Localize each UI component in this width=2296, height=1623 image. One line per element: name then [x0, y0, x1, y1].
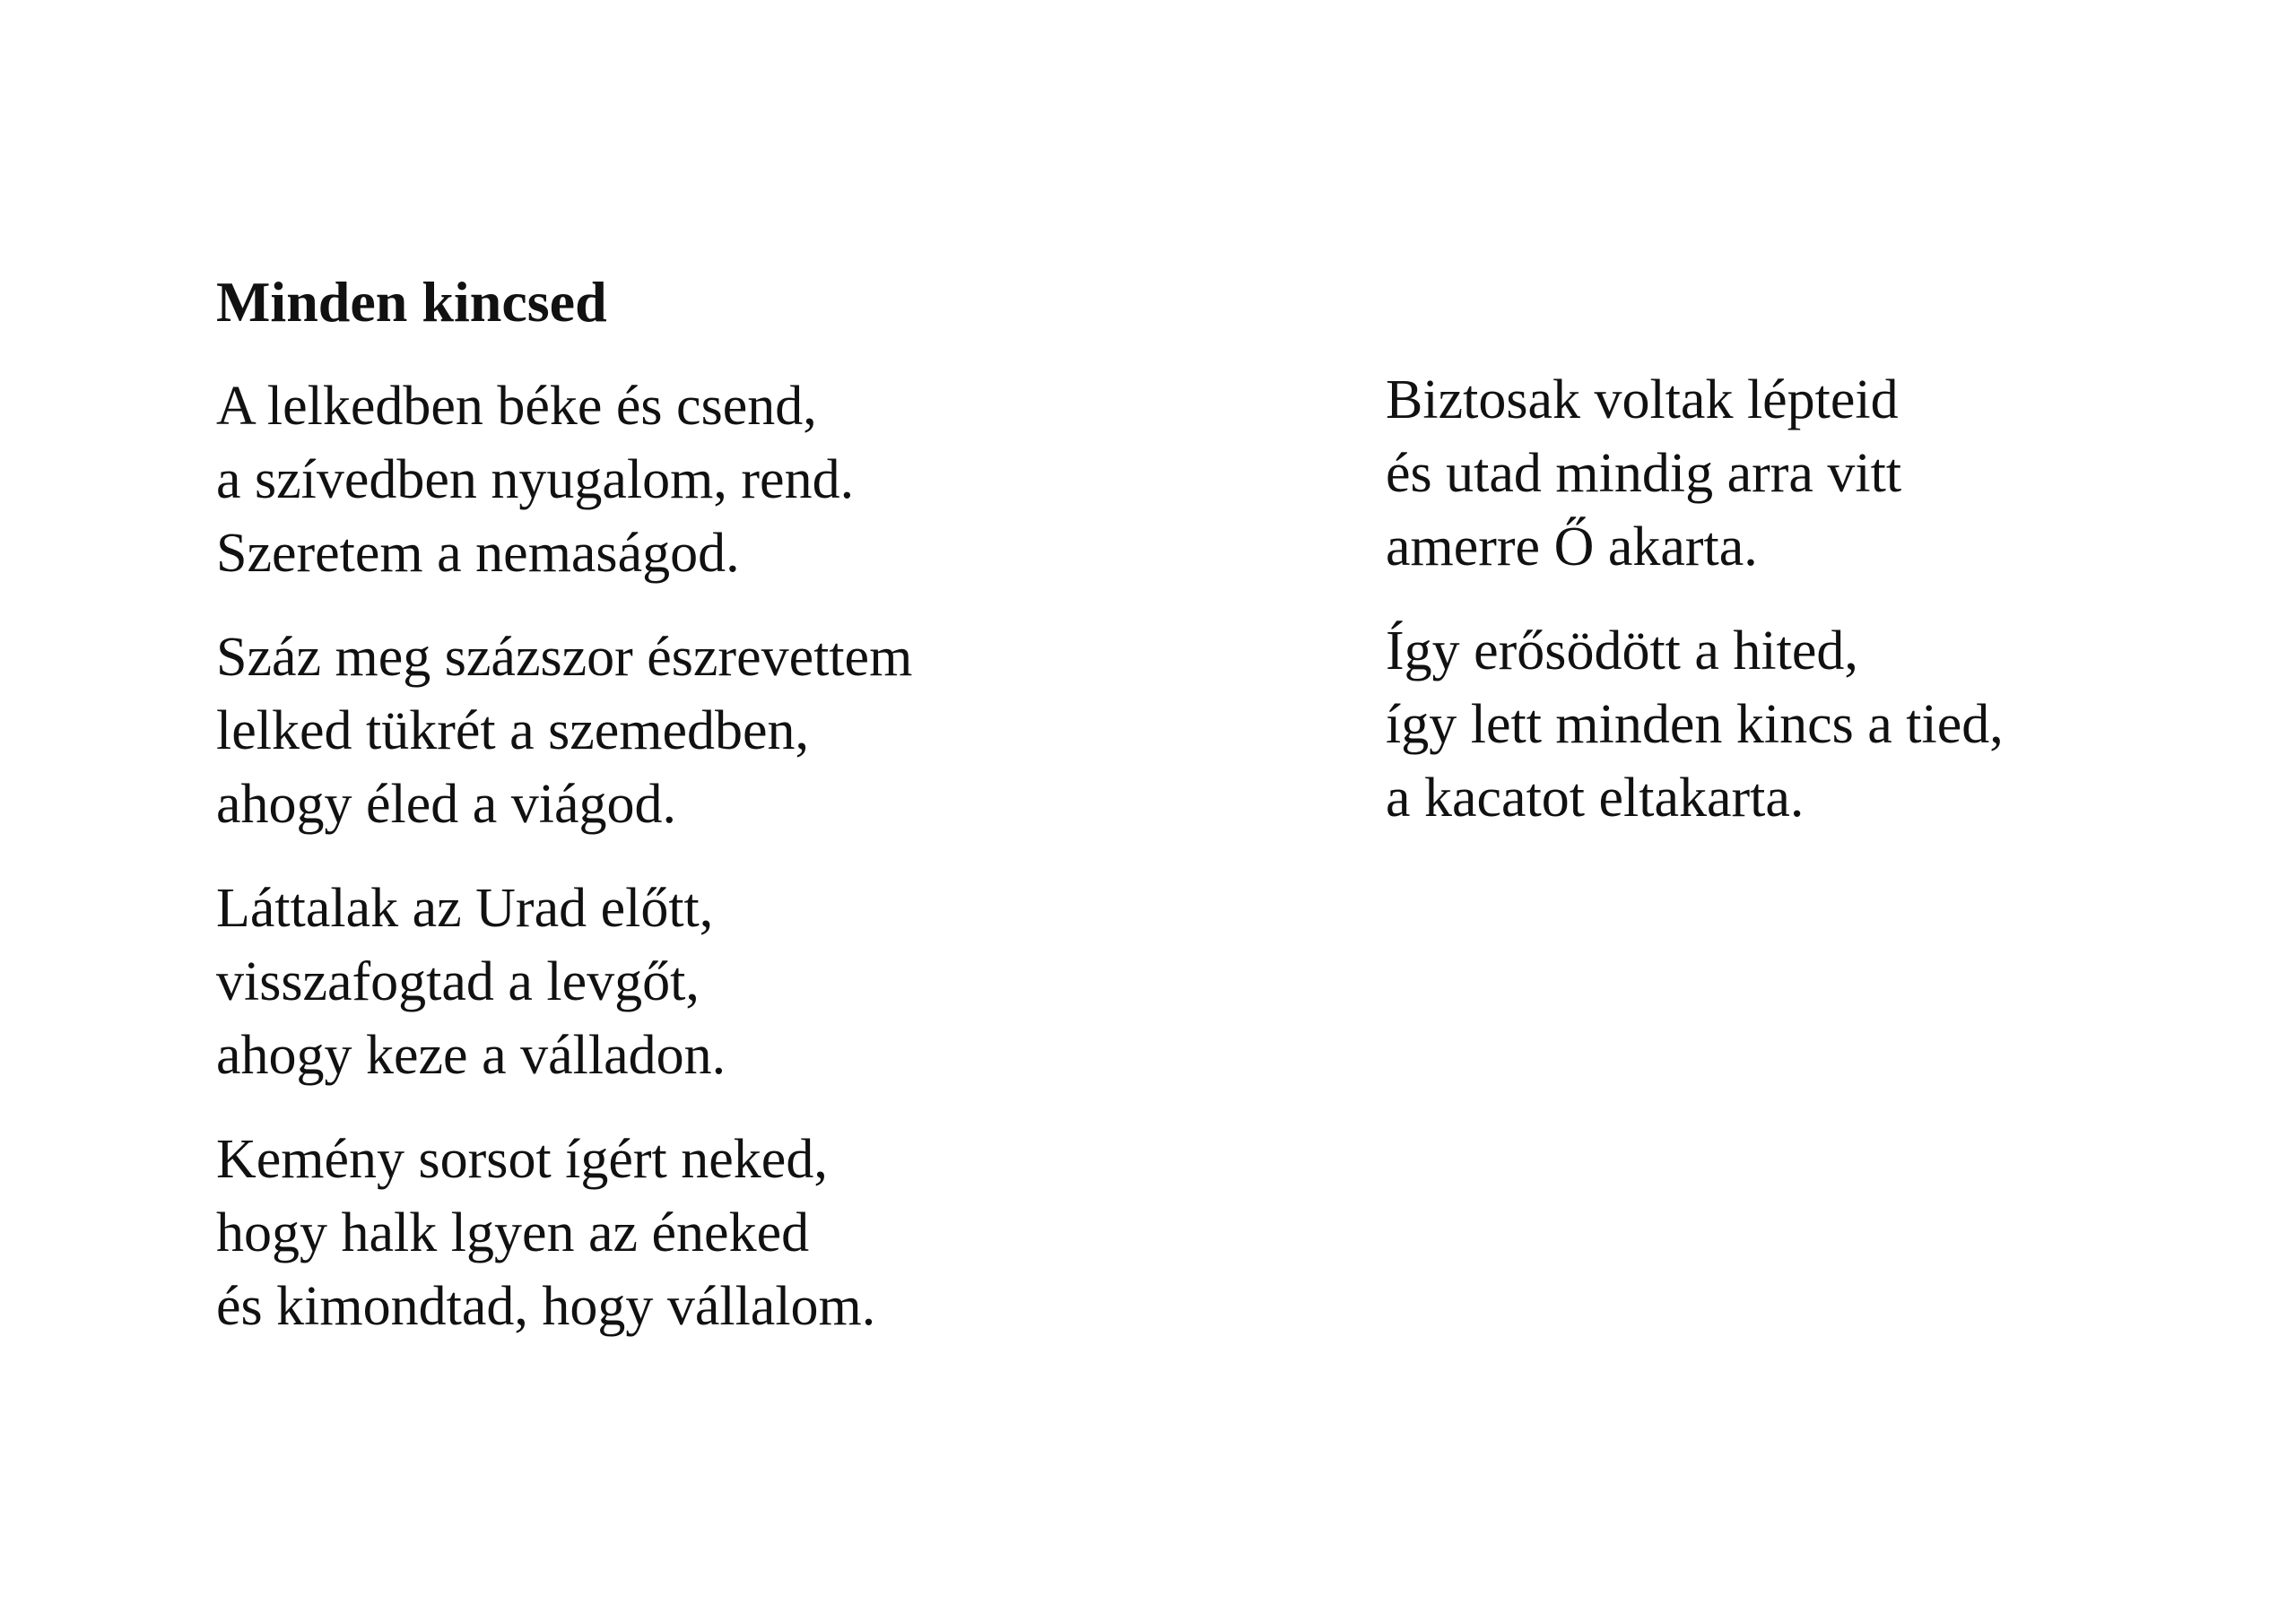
poem-line: Így erősödött a hited, [1386, 621, 1858, 681]
poem-line: a kacatot eltakarta. [1386, 768, 1805, 829]
poem-line: ahogy éled a viágod. [216, 774, 677, 835]
stanza [1386, 363, 2004, 584]
poem-line: és utad mindig arra vitt [1386, 443, 1902, 504]
poem-line: a szívedben nyugalom, rend. [216, 449, 855, 510]
right-column [1386, 363, 2004, 865]
stanza [216, 369, 912, 590]
stanza [1386, 614, 2004, 835]
poem-line: és kimondtad, hogy vállalom. [216, 1276, 876, 1337]
stanza [216, 621, 912, 841]
poem-line: amerre Ő akarta. [1386, 516, 1758, 577]
stanza [216, 872, 912, 1092]
poem-line: hogy halk lgyen az éneked [216, 1202, 810, 1263]
poem-title: Minden kincsed [216, 270, 607, 334]
poem-line: így lett minden kincs a tied, [1386, 694, 2004, 755]
poem-line: Kemény sorsot ígért neked, [216, 1129, 828, 1190]
poem-line: A lelkedben béke és csend, [216, 376, 817, 437]
poem-line: Láttalak az Urad előtt, [216, 878, 714, 939]
poem-line: ahogy keze a válladon. [216, 1025, 726, 1086]
poem-line: Száz meg százszor észrevettem [216, 627, 913, 688]
poem-line: Szeretem a nemaságod. [216, 523, 740, 584]
poem-line: lelked tükrét a szemedben, [216, 700, 810, 761]
left-column [216, 369, 912, 1374]
poem-line: visszafogtad a levgőt, [216, 951, 700, 1012]
stanza [216, 1123, 912, 1343]
poem-line: Biztosak voltak lépteid [1386, 369, 1899, 430]
